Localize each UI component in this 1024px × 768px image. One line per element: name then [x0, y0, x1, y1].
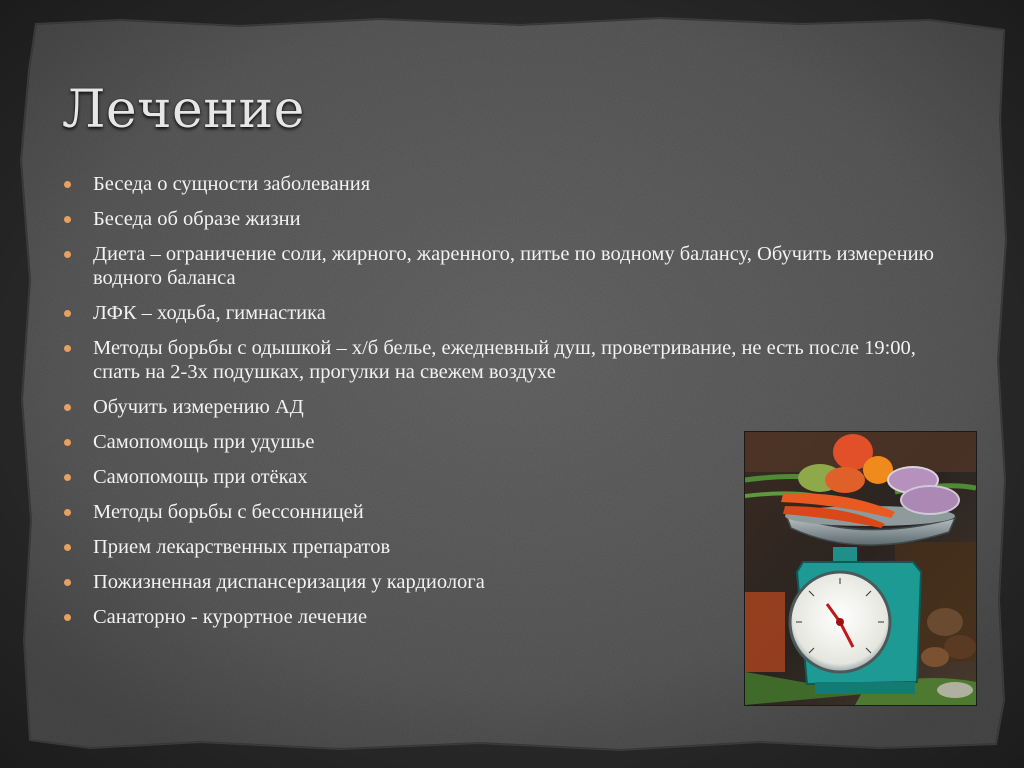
bullet-dot-icon: [64, 310, 71, 317]
list-item-text: Методы борьбы с бессонницей: [93, 501, 364, 523]
bullet-dot-icon: [64, 614, 71, 621]
bullet-dot-icon: [64, 439, 71, 446]
list-item-text: Обучить измерению АД: [93, 396, 304, 418]
list-item: [62, 172, 942, 196]
list-item: [62, 500, 733, 524]
list-item-text: Диета – ограничение соли, жирного, жаренного, питье по водному балансу, Обучить измерению водного баланса: [93, 243, 934, 289]
list-item-text: Беседа о сущности заболевания: [93, 173, 371, 195]
list-item-text: Прием лекарственных препаратов: [93, 536, 391, 558]
list-item: [62, 395, 942, 419]
list-item: [62, 207, 942, 231]
slide-title: Лечение: [62, 80, 305, 140]
list-item: [62, 336, 942, 384]
bullet-dot-icon: [64, 544, 71, 551]
list-item: [62, 535, 733, 559]
bullet-dot-icon: [64, 251, 71, 258]
bullet-dot-icon: [64, 345, 71, 352]
list-item-text: Санаторно - курортное лечение: [93, 606, 368, 628]
bullet-dot-icon: [64, 216, 71, 223]
list-item: [62, 465, 733, 489]
bullet-dot-icon: [64, 579, 71, 586]
list-item: [62, 242, 942, 290]
bullet-dot-icon: [64, 404, 71, 411]
list-item-text: Беседа об образе жизни: [93, 208, 301, 230]
list-item-text: Самопомощь при отёках: [93, 466, 308, 488]
list-item-text: Самопомощь при удушье: [93, 431, 315, 453]
bullet-dot-icon: [64, 181, 71, 188]
vegetables-scale-photo: [745, 432, 976, 705]
bullet-dot-icon: [64, 474, 71, 481]
list-item: [62, 301, 942, 325]
list-item-text: Методы борьбы с одышкой – х/б белье, ежедневный душ, проветривание, не есть после 19:00, спать на 2-3х подушках, прогулки на свежем воздухе: [93, 337, 916, 383]
list-item: [62, 430, 733, 454]
list-item-text: Пожизненная диспансеризация у кардиолога: [93, 571, 485, 593]
list-item: [62, 570, 733, 594]
list-item: [62, 605, 733, 629]
list-item-text: ЛФК – ходьба, гимнастика: [93, 302, 326, 324]
bullet-dot-icon: [64, 509, 71, 516]
